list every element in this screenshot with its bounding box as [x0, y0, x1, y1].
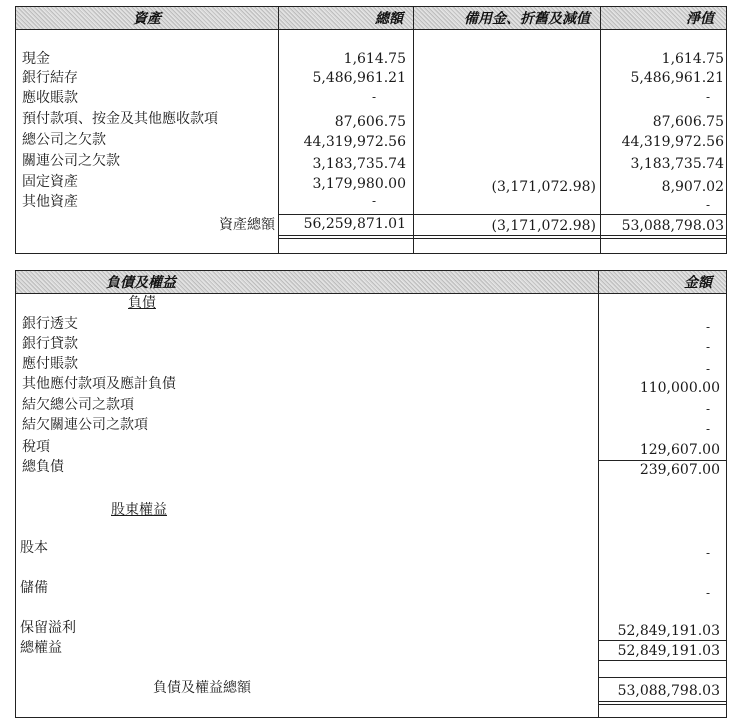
share-capital-amount: - — [705, 546, 710, 560]
asset-label: 固定資產 — [22, 174, 78, 190]
header-divider — [16, 29, 726, 30]
asset-net: - — [705, 198, 710, 212]
liability-label: 其他應付款項及應計負債 — [22, 376, 176, 392]
asset-total: 3,179,980.00 — [312, 176, 406, 192]
assets-total-label: 資產總額 — [219, 217, 275, 233]
liability-label: 銀行透支 — [22, 316, 78, 332]
header-provision: 備用金、折舊及減值 — [414, 7, 600, 29]
liability-label: 稅項 — [22, 439, 50, 455]
asset-label: 現金 — [22, 51, 50, 67]
asset-label: 應收賬款 — [22, 90, 78, 106]
assets-total-provision: (3,171,072.98) — [491, 218, 596, 234]
col-line-1 — [278, 7, 279, 253]
liabilities-heading: 負債 — [128, 295, 156, 311]
equity-total-rule — [598, 640, 726, 641]
grand-total-top-rule — [598, 677, 726, 678]
grand-total-label: 負債及權益總額 — [153, 680, 251, 696]
header-total: 總額 — [279, 7, 413, 29]
asset-net: 44,319,972.56 — [621, 134, 724, 150]
liability-amount: 129,607.00 — [639, 442, 720, 458]
liability-label: 銀行貸款 — [22, 336, 78, 352]
grand-total-amount: 53,088,798.03 — [617, 683, 720, 699]
asset-net: 5,486,961.21 — [630, 70, 724, 86]
assets-header — [16, 7, 726, 29]
total-bottom-rule — [278, 235, 726, 236]
col-line-3 — [600, 7, 601, 253]
grand-total-rule-1 — [598, 701, 726, 702]
assets-table — [15, 6, 727, 254]
col-line-2 — [413, 7, 414, 253]
total-top-rule — [278, 214, 726, 215]
asset-net: 1,614.75 — [661, 51, 724, 67]
liabilities-header — [16, 271, 726, 293]
asset-provision: (3,171,072.98) — [491, 179, 596, 195]
col-line-amount — [598, 271, 599, 717]
liability-label: 結欠總公司之款項 — [22, 397, 134, 413]
equity-heading: 股東權益 — [111, 502, 167, 518]
total-equity-label: 總權益 — [20, 640, 62, 656]
liab-total-rule — [598, 460, 726, 461]
liability-amount: - — [705, 362, 710, 376]
asset-total: - — [371, 194, 376, 208]
header-divider — [16, 293, 726, 294]
asset-total: 44,319,972.56 — [303, 134, 406, 150]
asset-label: 關連公司之欠款 — [22, 153, 120, 169]
header-amount: 金額 — [599, 271, 726, 293]
asset-total: 1,614.75 — [343, 51, 406, 67]
liability-amount: - — [705, 320, 710, 334]
total-liabilities-amount: 239,607.00 — [639, 462, 720, 478]
header-asset: 資產 — [16, 7, 278, 29]
asset-net: 87,606.75 — [652, 114, 724, 130]
total-equity-amount: 52,849,191.03 — [617, 643, 720, 659]
liability-label: 應付賬款 — [22, 356, 78, 372]
share-capital-label: 股本 — [20, 540, 48, 556]
assets-total-net: 53,088,798.03 — [621, 218, 724, 234]
liabilities-table — [15, 270, 727, 718]
asset-net: 8,907.02 — [661, 179, 724, 195]
reserves-label: 儲備 — [20, 580, 48, 596]
grand-total-rule-2 — [598, 704, 726, 705]
equity-bottom-rule — [598, 660, 726, 661]
asset-net: - — [705, 90, 710, 104]
asset-label: 銀行結存 — [22, 70, 78, 86]
header-liabilities: 負債及權益 — [16, 271, 598, 293]
retained-earnings-amount: 52,849,191.03 — [617, 623, 720, 639]
asset-total: 5,486,961.21 — [312, 70, 406, 86]
asset-total: - — [371, 90, 376, 104]
liability-amount: - — [705, 340, 710, 354]
assets-total-amount: 56,259,871.01 — [303, 216, 406, 232]
asset-label: 總公司之欠款 — [22, 132, 106, 148]
asset-label: 預付款項、按金及其他應收款項 — [22, 111, 218, 127]
asset-total: 87,606.75 — [334, 114, 406, 130]
total-double-rule — [278, 238, 726, 239]
asset-label: 其他資產 — [22, 194, 78, 210]
asset-total: 3,183,735.74 — [312, 156, 406, 172]
liability-amount: - — [705, 402, 710, 416]
retained-earnings-label: 保留溢利 — [20, 620, 76, 636]
asset-net: 3,183,735.74 — [630, 156, 724, 172]
total-liabilities-label: 總負債 — [22, 459, 64, 475]
liability-label: 結欠關連公司之款項 — [22, 417, 148, 433]
header-net: 淨值 — [601, 7, 726, 29]
liability-amount: 110,000.00 — [639, 380, 720, 396]
liability-amount: - — [705, 422, 710, 436]
reserves-amount: - — [705, 586, 710, 600]
